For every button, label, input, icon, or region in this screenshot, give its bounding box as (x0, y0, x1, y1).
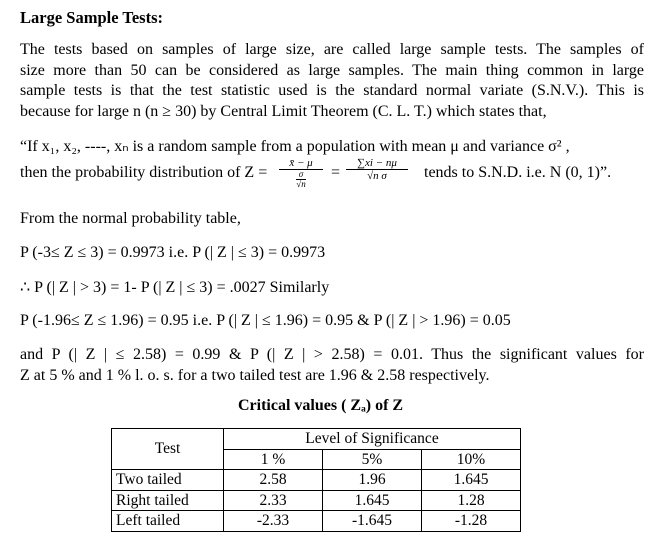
sigma-symbol: σ (296, 170, 305, 180)
equation-1: P (-3≤ Z ≤ 3) = 0.9973 i.e. P (| Z | ≤ 3) = 0.9973 (20, 244, 326, 261)
critical-values-table (111, 428, 521, 532)
table-row (112, 511, 521, 532)
paragraph-line: The tests based on samples of large size, are called large sample tests. The samples of (20, 41, 644, 58)
header-level-1: 1 % (224, 449, 323, 470)
conclusion-line: Z at 5 % and 1 % l. o. s. for a two tailed test are 1.96 & 2.58 respectively. (20, 367, 490, 384)
table-row (112, 470, 521, 491)
root-n: √n (296, 179, 306, 189)
header-test: Test (112, 429, 224, 470)
intro-paragraph (20, 40, 644, 122)
table-cell: -2.33 (224, 511, 323, 532)
table-row (112, 490, 521, 511)
conclusion-line: and P (| Z | ≤ 2.58) = 0.99 & P (| Z | > 2.58) = 0.01. Thus the significant values for (20, 346, 644, 363)
table-cell: 2.33 (224, 490, 323, 511)
z-fraction-1-numerator: x̄ − μ (279, 157, 323, 170)
table-intro-text: From the normal probability table, (20, 210, 241, 227)
paragraph-line: because for large n (n ≥ 30) by Central Limit Theorem (C. L. T.) which states that, (20, 102, 547, 120)
z-fraction-2-numerator: ∑xi − nμ (346, 157, 408, 170)
row-test-label: Two tailed (112, 470, 224, 491)
header-level-10: 10% (422, 449, 521, 470)
clt-quote-line2-end: tends to S.N.D. i.e. N (0, 1)”. (424, 164, 612, 181)
header-level-5: 5% (323, 449, 422, 470)
table-cell: 1.645 (323, 490, 422, 511)
table-cell: -1.28 (422, 511, 521, 532)
paragraph-line: size more than 50 can be considered as large samples. The main thing common in large (20, 61, 644, 79)
equation-2: ∴ P (| Z | > 3) = 1- P (| Z | ≤ 3) = .0027 Similarly (20, 279, 330, 296)
z-fraction-1-denominator (279, 170, 323, 189)
z-fraction-2 (346, 157, 408, 183)
row-test-label: Right tailed (112, 490, 224, 511)
equals-sign: = (331, 164, 341, 181)
table-cell: 1.96 (323, 470, 422, 491)
table-cell: 1.645 (422, 470, 521, 491)
conclusion-paragraph (20, 344, 644, 386)
clt-quote-line2-start: then the probability distribution of Z = (20, 164, 268, 181)
equation-3: P (-1.96≤ Z ≤ 1.96) = 0.95 i.e. P (| Z | ≤ 1.96) = 0.95 & P (| Z | > 1.96) = 0.05 (20, 312, 511, 329)
table-caption: Critical values ( Zₐ) of Z (238, 397, 404, 414)
z-fraction-2-denominator: √n σ (367, 170, 387, 182)
table-cell: -1.645 (323, 511, 422, 532)
table-cell: 1.28 (422, 490, 521, 511)
paragraph-line: sample tests is that the test statistic used is the standard normal variate (S.N.V.). This is (20, 82, 644, 99)
z-fraction-1 (279, 157, 323, 189)
table-header-row (112, 429, 521, 450)
clt-quote-line1: “If x₁, x₂, ----, xₙ is a random sample from a population with mean μ and variance σ² , (20, 138, 570, 155)
row-test-label: Left tailed (112, 511, 224, 532)
header-level-of-significance: Level of Significance (224, 429, 521, 450)
table-cell: 2.58 (224, 470, 323, 491)
section-heading: Large Sample Tests: (20, 8, 164, 27)
